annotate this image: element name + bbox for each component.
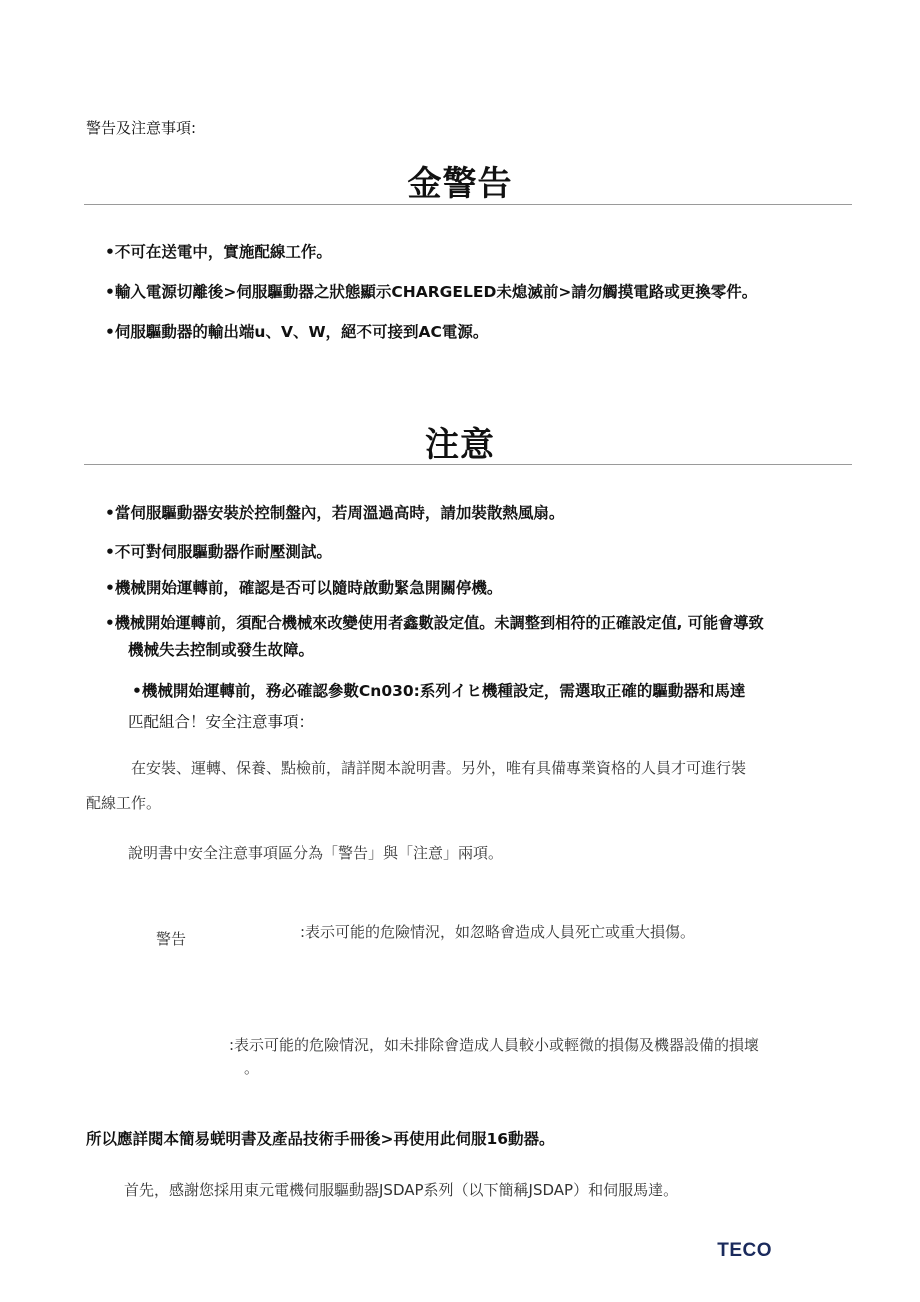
warning-item-2: •輸入電源切離後>伺服驅動器之狀態顯示CHARGELED未熄滅前>請勿觸摸電路或更換零件。 bbox=[105, 283, 758, 301]
caution-description-end: 。 bbox=[244, 1059, 260, 1077]
category-paragraph: 說明書中安全注意事項區分為「警告」與「注意」兩項。 bbox=[128, 844, 504, 862]
warning-label: 警告 bbox=[156, 930, 187, 948]
caution-item-5: •機械開始運轉前，務必確認參數Cn030:系列イヒ機種設定，需選取正確的驅動器和馬達 bbox=[132, 682, 746, 700]
caution-description: :表示可能的危險情況，如未排除會造成人員較小或輕微的損傷及機器設備的損壞 bbox=[229, 1036, 760, 1054]
caution-item-4-continuation: 機械失去控制或發生故障。 bbox=[128, 641, 315, 659]
intro-paragraph-line-2: 配線工作。 bbox=[86, 794, 162, 812]
caution-item-1: •當伺服驅動器安裝於控制盤內，若周溫過高時，請加裝散熱風扇。 bbox=[105, 504, 565, 522]
caution-item-2: •不可對伺服驅動器作耐壓測試。 bbox=[105, 543, 332, 561]
intro-paragraph-line-1: 在安裝、運轉、保養、點檢前，請詳閱本說明書。另外，唯有具備專業資格的人員才可進行裝 bbox=[131, 759, 747, 777]
warning-divider bbox=[84, 204, 852, 205]
warning-item-3: •伺服驅動器的輸出端u、V、W，絕不可接到AC電源。 bbox=[105, 323, 489, 341]
caution-divider bbox=[84, 464, 852, 465]
caution-item-4: •機械開始運轉前，須配合機械來改變使用者鑫數設定值。未調整到相符的正確設定值, 可能會導致 bbox=[105, 614, 764, 632]
thanks-sentence: 首先，感謝您採用東元電機伺服驅動器JSDAP系列（以下簡稱JSDAP）和伺服馬達。 bbox=[124, 1181, 679, 1199]
closing-sentence: 所以應詳閱本簡易蜣明書及產品技術手冊後>再使用此伺服16動器。 bbox=[86, 1130, 555, 1148]
warning-item-1: •不可在送電中，實施配線工作。 bbox=[105, 243, 332, 261]
caution-item-3: •機械開始運轉前，確認是否可以隨時啟動緊急開關停機。 bbox=[105, 579, 503, 597]
caution-item-5-continuation: 匹配組合！安全注意事項： bbox=[128, 713, 315, 731]
warning-description: :表示可能的危險情況，如忽略會造成人員死亡或重大損傷。 bbox=[300, 923, 696, 941]
header-note: 警告及注意事項: bbox=[86, 119, 197, 137]
warning-section-title: 金警告 bbox=[407, 164, 513, 204]
caution-section-title: 注意 bbox=[425, 425, 495, 465]
teco-logo: TECO bbox=[717, 1240, 772, 1261]
